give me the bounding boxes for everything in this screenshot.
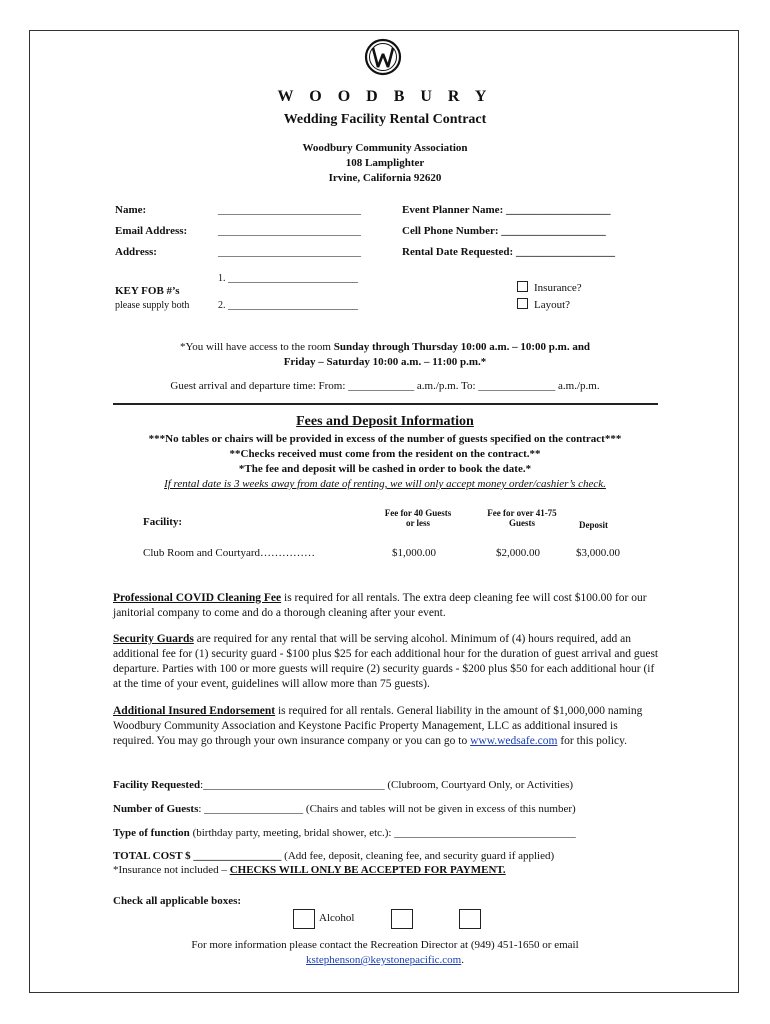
fees-heading: Fees and Deposit Information xyxy=(296,414,474,429)
total-cost-field[interactable] xyxy=(113,850,554,862)
fees-note-cashed: *The fee and deposit will be cashed in order to book the date.* xyxy=(238,463,532,475)
key-fob-sublabel: please supply both xyxy=(115,300,190,311)
org-name: Woodbury Community Association xyxy=(302,142,468,154)
number-of-guests-label: Number of Guests xyxy=(113,803,199,815)
email-field[interactable]: __________________________ xyxy=(218,225,361,237)
insurance-text: is required for all rentals. General liability in the amount of $1,000,000 naming Woodbury Community Association and Keystone Pacific Property Management, LLC as additional insured is required. You may go through your own insurance company or you can go to xyxy=(113,705,643,747)
alcohol-label: Alcohol xyxy=(319,912,355,924)
cell-phone-field[interactable]: Cell Phone Number: ___________________ xyxy=(402,225,606,237)
contact-info: For more information please contact the Recreation Director at (949) 451-1650 or email xyxy=(191,939,579,951)
name-field[interactable]: __________________________ xyxy=(218,204,361,216)
access-hours-text: *You will have access to the room xyxy=(179,341,334,353)
security-guards-paragraph xyxy=(113,632,661,692)
type-of-function-text: (birthday party, meeting, bridal shower, etc.): _________________________________ xyxy=(189,827,576,839)
type-of-function-label: Type of function xyxy=(113,827,190,839)
guest-time-field[interactable]: Guest arrival and departure time: From: ____________ a.m./p.m. To: ______________ a.m./p.m. xyxy=(170,380,600,392)
name-label: Name: xyxy=(115,204,147,216)
number-of-guests-text: : __________________ (Chairs and tables will not be given in excess of this number) xyxy=(198,803,576,815)
section-divider xyxy=(113,403,658,405)
key-fob-label: KEY FOB #’s xyxy=(115,285,180,297)
contract-title: Wedding Facility Rental Contract xyxy=(283,112,487,127)
contact-email-link[interactable]: kstephenson@keystonepacific.com xyxy=(306,954,462,966)
event-planner-field[interactable]: Event Planner Name: ___________________ xyxy=(402,204,611,216)
type-of-function-field[interactable] xyxy=(113,827,576,839)
insurance-note-text: *Insurance not included – xyxy=(113,864,230,876)
security-guards-text: are required for any rental that will be serving alcohol. Minimum of (4) hours required, add an additional fee for (1) security guard - $100 plus $25 for each additional hour for the duration of guest arrival and guest departure. Parties with 100 or more guests will require (2) security guards - $200 plus $50 for each additional hour (if at the time of your event, guidelines will allow more than 75 guests). xyxy=(113,633,659,690)
insurance-checkbox[interactable] xyxy=(517,281,582,294)
checks-only-note: CHECKS WILL ONLY BE ACCEPTED FOR PAYMENT. xyxy=(229,864,506,876)
fob-field-2[interactable]: 2. __________________________ xyxy=(218,300,358,311)
access-hours-line1 xyxy=(0,341,770,353)
total-cost-text: (Add fee, deposit, cleaning fee, and security guard if applied) xyxy=(281,850,555,862)
cleaning-fee-text: is required for all rentals. The extra deep cleaning fee will cost $100.00 for our janitorial company to come and do a thorough cleaning after your event. xyxy=(113,592,647,619)
fee75-header xyxy=(480,508,564,528)
insurance-text-after: for this policy. xyxy=(557,735,627,747)
check-boxes-label: Check all applicable boxes: xyxy=(113,895,242,907)
fee40-header-line1: Fee for 40 Guests xyxy=(384,508,452,518)
fee40-header xyxy=(380,508,456,528)
cleaning-fee-paragraph xyxy=(113,591,661,621)
fee75-header-line2: Guests xyxy=(508,518,535,528)
fee40-value: $1,000.00 xyxy=(392,547,436,559)
insurance-paragraph xyxy=(113,704,661,749)
insurance-title: Additional Insured Endorsement xyxy=(113,705,276,717)
insurance-note xyxy=(113,864,506,876)
contact-email-period: . xyxy=(461,954,464,966)
layout-checkbox[interactable] xyxy=(517,298,570,311)
security-guards-title: Security Guards xyxy=(113,633,194,645)
fee40-header-line2: or less xyxy=(405,518,431,528)
fees-note-money-order: If rental date is 3 weeks away from date of renting, we will only accept money order/cashier’s check. xyxy=(164,478,606,490)
cleaning-fee-title: Professional COVID Cleaning Fee xyxy=(113,592,282,604)
layout-checkbox-label: Layout? xyxy=(534,299,571,311)
facility-header: Facility: xyxy=(143,516,183,528)
email-label: Email Address: xyxy=(115,225,188,237)
blank-checkbox-2[interactable] xyxy=(459,909,481,929)
checkbox-icon xyxy=(517,281,528,292)
address-field[interactable]: __________________________ xyxy=(218,246,361,258)
number-of-guests-field[interactable] xyxy=(113,803,576,815)
facility-requested-field[interactable] xyxy=(113,779,573,791)
org-street: 108 Lamplighter xyxy=(345,157,425,169)
deposit-value: $3,000.00 xyxy=(576,547,620,559)
woodbury-logo-icon xyxy=(364,36,402,78)
org-city: Irvine, California 92620 xyxy=(328,172,442,184)
rental-date-field[interactable]: Rental Date Requested: __________________ xyxy=(402,246,615,258)
contact-email-line xyxy=(0,954,770,966)
address-label: Address: xyxy=(115,246,157,258)
insurance-checkbox-label: Insurance? xyxy=(534,282,582,294)
access-hours-weekday: Sunday through Thursday 10:00 a.m. – 10:00 p.m. and xyxy=(333,341,591,353)
fees-note-tables: ***No tables or chairs will be provided in excess of the number of guests specified on the contract*** xyxy=(148,433,622,445)
deposit-header: Deposit xyxy=(579,520,608,530)
facility-requested-text: :_________________________________ (Clubroom, Courtyard Only, or Activities) xyxy=(200,779,574,791)
facility-requested-label: Facility Requested xyxy=(113,779,201,791)
fob-field-1[interactable]: 1. __________________________ xyxy=(218,273,358,284)
brand-name: W O O D B U R Y xyxy=(277,88,493,105)
alcohol-checkbox[interactable] xyxy=(293,909,315,929)
blank-checkbox-1[interactable] xyxy=(391,909,413,929)
wedsafe-link[interactable]: www.wedsafe.com xyxy=(470,735,558,747)
access-hours-line2: Friday – Saturday 10:00 a.m. – 11:00 p.m.* xyxy=(283,356,487,368)
fees-note-checks: **Checks received must come from the resident on the contract.** xyxy=(229,448,541,460)
club-room-row-label: Club Room and Courtyard…………… xyxy=(143,547,316,559)
fee75-header-line1: Fee for over 41-75 xyxy=(487,508,557,518)
checkbox-icon xyxy=(517,298,528,309)
fee75-value: $2,000.00 xyxy=(496,547,540,559)
total-cost-label: TOTAL COST $ ________________ xyxy=(113,850,282,862)
